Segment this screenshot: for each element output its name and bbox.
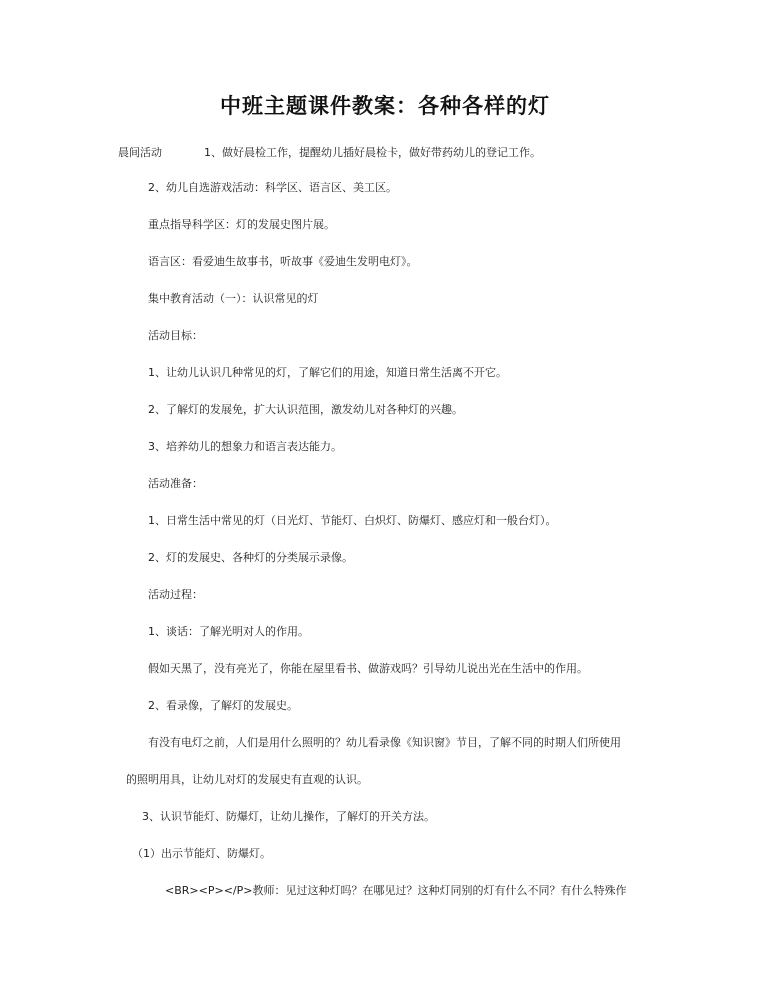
paragraph: 2、看录像，了解灯的发展史。 <box>148 699 298 712</box>
paragraph: 2、幼儿自选游戏活动：科学区、语言区、美工区。 <box>148 181 397 194</box>
paragraph: 2、了解灯的发展免，扩大认识范围，激发幼儿对各种灯的兴趣。 <box>148 403 463 416</box>
section-label: 晨间活动 <box>118 146 162 159</box>
paragraph: <BR><P></P>教师：见过这种灯吗？在哪见过？这种灯同别的灯有什么不同？有什么特殊作 <box>165 884 627 897</box>
document-title: 中班主题课件教案：各种各样的灯 <box>220 94 550 118</box>
paragraph: 1、做好晨检工作，提醒幼儿插好晨检卡，做好带药幼儿的登记工作。 <box>204 146 541 159</box>
paragraph: 3、认识节能灯、防爆灯，让幼儿操作，了解灯的开关方法。 <box>142 810 435 823</box>
paragraph: 1、谈话：了解光明对人的作用。 <box>148 625 309 638</box>
paragraph: 2、灯的发展史、各种灯的分类展示录像。 <box>148 551 353 564</box>
paragraph: 活动准备： <box>148 477 203 490</box>
paragraph: 有没有电灯之前，人们是用什么照明的？幼儿看录像《知识窗》节目，了解不同的时期人们所使用 <box>148 736 621 749</box>
paragraph: 3、培养幼儿的想象力和语言表达能力。 <box>148 440 342 453</box>
paragraph: 语言区：看爱迪生故事书，听故事《爱迪生发明电灯》。 <box>148 255 418 268</box>
paragraph: 的照明用具，让幼儿对灯的发展史有直观的认识。 <box>126 773 368 786</box>
paragraph: 活动过程： <box>148 588 203 601</box>
paragraph: （1）出示节能灯、防爆灯。 <box>132 847 271 860</box>
paragraph: 假如天黑了，没有亮光了，你能在屋里看书、做游戏吗？引导幼儿说出光在生活中的作用。 <box>148 662 588 675</box>
paragraph: 重点指导科学区：灯的发展史图片展。 <box>148 218 335 231</box>
paragraph: 1、让幼儿认识几种常见的灯，了解它们的用途，知道日常生活离不开它。 <box>148 366 507 379</box>
paragraph: 1、日常生活中常见的灯（日光灯、节能灯、白炽灯、防爆灯、感应灯和一般台灯）。 <box>148 514 557 527</box>
paragraph: 活动目标： <box>148 329 203 342</box>
paragraph: 集中教育活动（一）：认识常见的灯 <box>148 292 319 305</box>
